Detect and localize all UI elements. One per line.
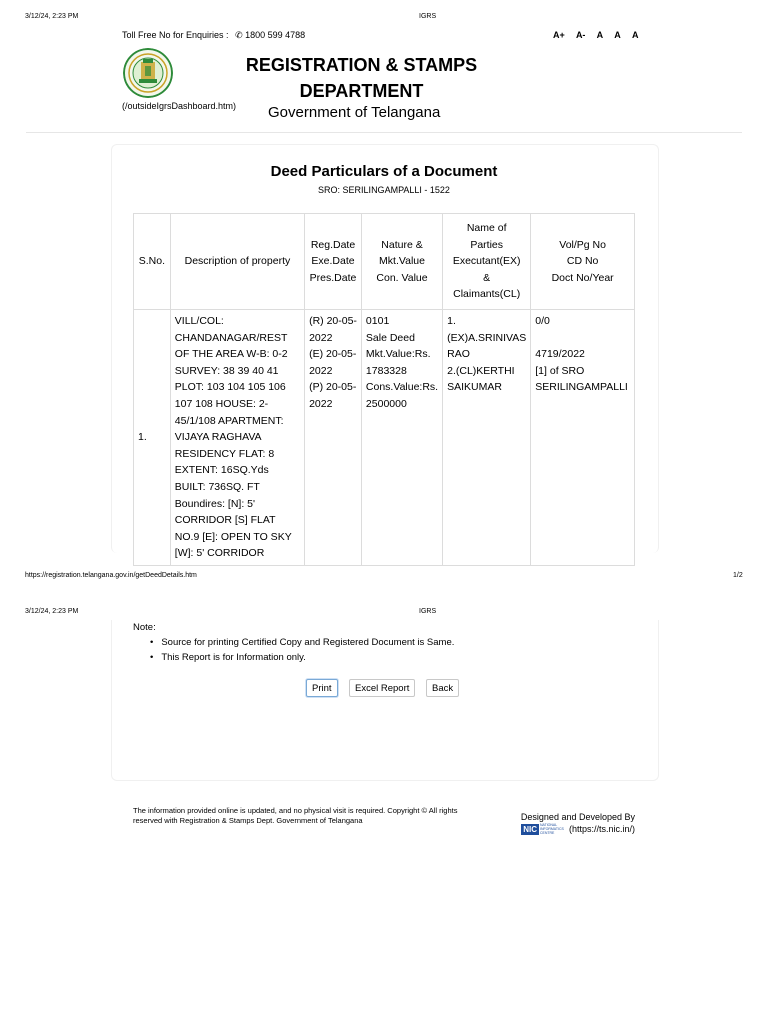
- print-title-2: IGRS: [419, 608, 437, 615]
- toll-free-info: [122, 30, 305, 41]
- cell-description: VILL/COL: CHANDANAGAR/REST OF THE AREA W-B: 0-2 SURVEY: 38 39 40 41 PLOT: 103 104 105 106 107 108 HOUSE: 2-45/1/108 APARTMENT: VIJAYA RAGHAVA RESIDENCY FLAT: 8 EXTENT: 16SQ.Yds BUILT: 736SQ. FT Boundires: [N]: 5' CORRIDOR [S] FLAT NO.9 [E]: OPEN TO SKY [W]: 5' CORRIDOR: [170, 310, 304, 566]
- footer-info: The information provided online is updated, and no physical visit is required. Copyright © All rights reserved with Registration & Stamps Dept. Government of Telangana: [133, 806, 458, 825]
- col-vol: Vol/Pg No CD No Doct No/Year: [531, 214, 635, 310]
- nic-logo-subtext: NATIONAL INFORMATICS CENTRE: [539, 823, 564, 835]
- excel-report-button[interactable]: Excel Report: [349, 679, 415, 697]
- table-header-row: [134, 214, 635, 310]
- table-row: [134, 310, 635, 566]
- note-item: • Source for printing Certified Copy and Registered Document is Same.: [150, 637, 454, 648]
- page-title: Deed Particulars of a Document: [270, 163, 498, 180]
- department-title: [0, 52, 723, 104]
- note-item: • This Report is for Information only.: [150, 652, 306, 663]
- col-parties: Name of Parties Executant(EX) & Claimants(CL): [443, 214, 531, 310]
- col-dates: Reg.Date Exe.Date Pres.Date: [305, 214, 362, 310]
- sro-info: SRO: SERILINGAMPALLI - 1522: [318, 185, 450, 195]
- header-divider: [26, 132, 742, 133]
- department-line-1: REGISTRATION & STAMPS: [245, 55, 478, 75]
- cell-vol: 0/0 4719/2022 [1] of SRO SERILINGAMPALLI: [531, 310, 635, 566]
- note-label: Note:: [133, 622, 156, 633]
- print-title: IGRS: [419, 13, 437, 20]
- phone-icon: ✆: [235, 30, 243, 40]
- toll-free-label: Toll Free No for Enquiries :: [122, 30, 229, 40]
- font-size-controls: [553, 30, 647, 40]
- font-decrease-button[interactable]: A-: [575, 30, 586, 40]
- print-page-number: 1/2: [733, 572, 743, 579]
- nic-credit: [490, 823, 635, 835]
- nic-link[interactable]: (https://ts.nic.in/): [568, 823, 635, 834]
- toll-free-number: 1800 599 4788: [245, 30, 306, 40]
- font-theme-button-1[interactable]: A: [614, 30, 621, 40]
- font-theme-button-2[interactable]: A: [631, 30, 639, 40]
- font-increase-button[interactable]: A+: [553, 30, 565, 40]
- col-nature: Nature & Mkt.Value Con. Value: [361, 214, 442, 310]
- dashboard-link[interactable]: (/outsideIgrsDashboard.htm): [122, 101, 237, 111]
- print-button[interactable]: Print: [306, 679, 338, 697]
- designed-by-label: Designed and Developed By: [520, 812, 635, 822]
- print-datetime: 3/12/24, 2:23 PM: [25, 13, 79, 20]
- deed-table: [133, 213, 635, 566]
- nic-logo-text: NIC: [523, 824, 537, 834]
- print-url: https://registration.telangana.gov.in/getDeedDetails.htm: [25, 572, 197, 579]
- print-datetime-2: 3/12/24, 2:23 PM: [25, 608, 79, 615]
- back-button[interactable]: Back: [426, 679, 459, 697]
- department-line-2: DEPARTMENT: [299, 81, 424, 101]
- cell-parties: 1. (EX)A.SRINIVAS RAO 2.(CL)KERTHI SAIKUMAR: [443, 310, 531, 566]
- font-normal-button[interactable]: A: [596, 30, 604, 40]
- cell-sno: 1.: [134, 310, 171, 566]
- nic-logo-icon: [521, 823, 566, 835]
- col-description: Description of property: [170, 214, 304, 310]
- col-sno: S.No.: [134, 214, 171, 310]
- government-name: Government of Telangana: [268, 104, 441, 121]
- designed-by: [490, 812, 635, 835]
- cell-dates: (R) 20-05-2022 (E) 20-05-2022 (P) 20-05-2022: [305, 310, 362, 566]
- cell-nature: 0101 Sale Deed Mkt.Value:Rs. 1783328 Cons.Value:Rs. 2500000: [361, 310, 442, 566]
